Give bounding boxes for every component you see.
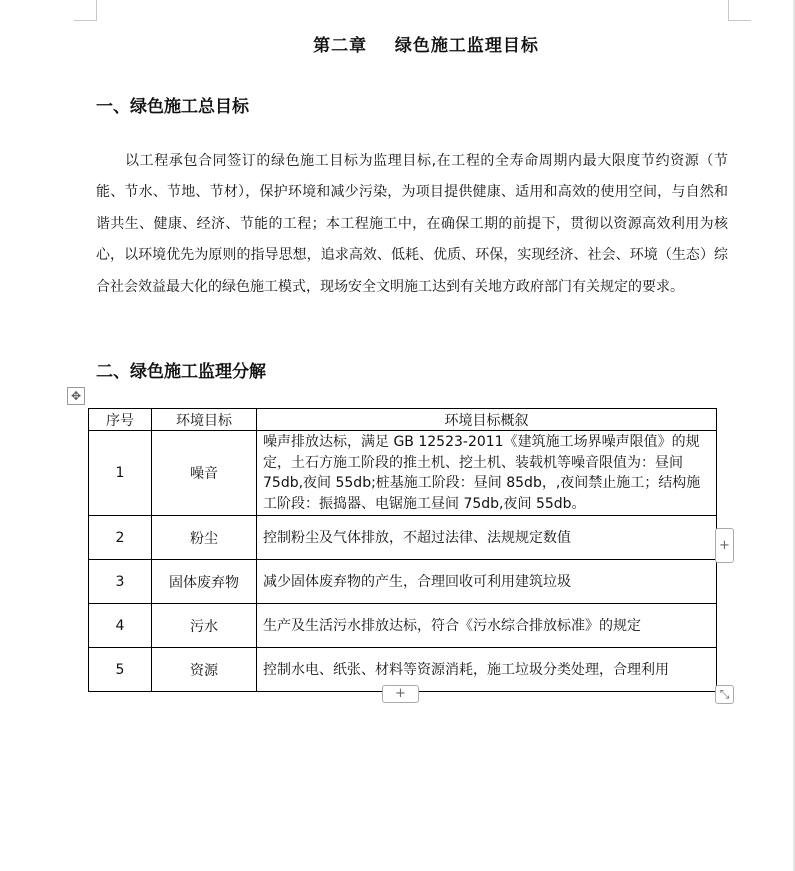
cell-target[interactable]: 固体废弃物 — [152, 560, 257, 604]
header-cell-target[interactable]: 环境目标 — [152, 409, 257, 431]
body-paragraph: 以工程承包合同签订的绿色施工目标为监理目标,在工程的全寿命周期内最大限度节约资源（节能、节水、节地、节材），保护环境和减少污染，为项目提供健康、适用和高效的使用空间，与自然和谐共生、健康、经济、节能的工程；本工程施工中，在确保工期的前提下，贯彻以资源高效利用为核心，以环境优先为原则的指导思想，追求高效、低耗、优质、环保，实现经济、社会、环境（生态）综合社会效益最大化的绿色施工模式，现场安全文明施工达到有关地方政府部门有关规定的要求。 — [96, 153, 728, 295]
cell-target[interactable]: 噪音 — [152, 431, 257, 516]
cell-no[interactable]: 3 — [89, 560, 152, 604]
add-column-button[interactable]: + — [715, 528, 734, 563]
table-row — [89, 431, 717, 516]
cell-description[interactable]: 噪声排放达标，满足 GB 12523-2011《建筑施工场界噪声限值》的规定，土石方施工阶段的推土机、挖土机、装载机等噪音限值为：昼间 75db,夜间 55db;桩基施工阶段：昼间 85db，,夜间禁止施工；结构施工阶段：振捣器、电锯施工昼间 75db,夜间 55db。 — [257, 431, 717, 516]
cell-description[interactable]: 控制粉尘及气体排放，不超过法律、法规规定数值 — [257, 516, 717, 560]
cell-no[interactable]: 4 — [89, 604, 152, 648]
table-row — [89, 560, 717, 604]
cell-no[interactable]: 5 — [89, 648, 152, 692]
cell-description[interactable]: 减少固体废弃物的产生，合理回收可利用建筑垃圾 — [257, 560, 717, 604]
page-margin-corner-right — [728, 0, 751, 21]
cell-no[interactable]: 1 — [89, 431, 152, 516]
add-row-button[interactable]: + — [382, 685, 419, 703]
table-resize-icon[interactable]: ⤡ — [715, 685, 734, 704]
table-header-row — [89, 409, 717, 431]
cell-description[interactable]: 控制水电、纸张、材料等资源消耗，施工垃圾分类处理，合理利用 — [257, 648, 717, 692]
chapter-title: 第二章 绿色施工监理目标 — [313, 36, 539, 56]
cell-target[interactable]: 资源 — [152, 648, 257, 692]
header-cell-no[interactable]: 序号 — [89, 409, 152, 431]
section-heading-overall-goal: 一、绿色施工总目标 — [96, 97, 249, 117]
table-move-handle-icon[interactable]: ✥ — [67, 387, 85, 405]
cell-target[interactable]: 粉尘 — [152, 516, 257, 560]
header-cell-description[interactable]: 环境目标概叙 — [257, 409, 717, 431]
table-row — [89, 604, 717, 648]
page-margin-corner-left — [74, 0, 97, 21]
cell-no[interactable]: 2 — [89, 516, 152, 560]
cell-description[interactable]: 生产及生活污水排放达标，符合《污水综合排放标准》的规定 — [257, 604, 717, 648]
cell-target[interactable]: 污水 — [152, 604, 257, 648]
environment-target-table — [88, 408, 717, 692]
table-row — [89, 516, 717, 560]
section-heading-breakdown: 二、绿色施工监理分解 — [96, 362, 266, 382]
